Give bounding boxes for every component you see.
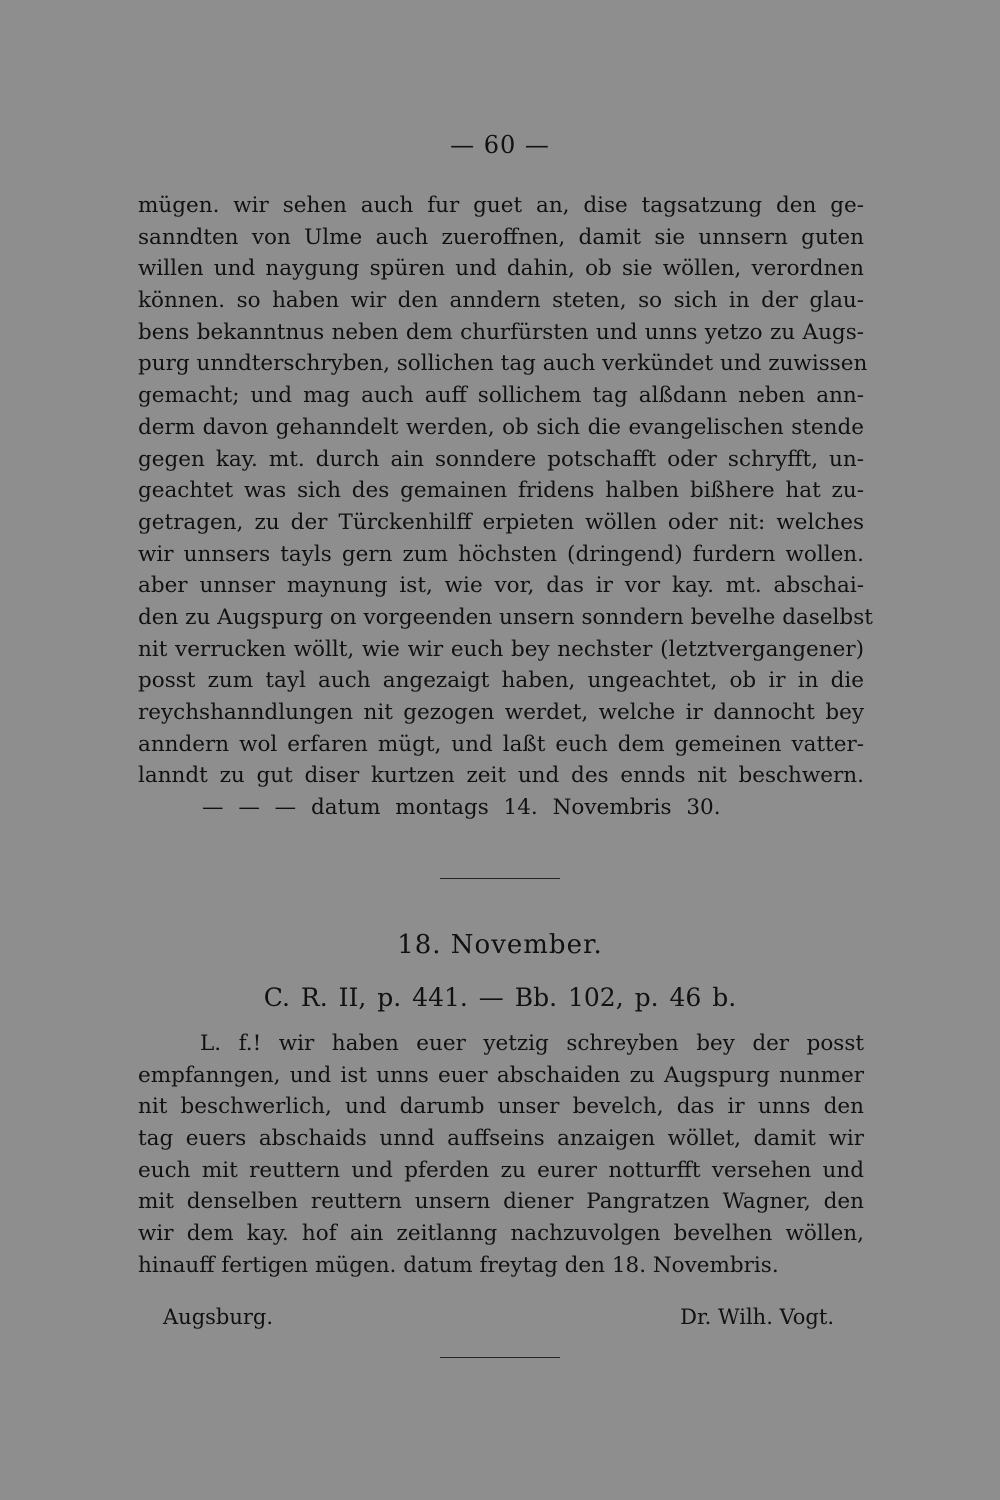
text-line: anndern wol erfaren mügt, und laßt euch dem gemeinen vatter- bbox=[138, 731, 864, 757]
text-line: den zu Augspurg on vorgeenden unsern sonndern bevelhe daselbst bbox=[138, 604, 873, 630]
letter-2-body bbox=[138, 1028, 864, 1282]
text-line: L. f.! wir haben euer yetzig schreyben bey der posst bbox=[200, 1031, 864, 1056]
text-line: aber unnser maynung ist, wie vor, das ir vor kay. mt. abschai- bbox=[138, 573, 864, 599]
text-line: purg unndterschryben, sollichen tag auch verkündet und zuwissen bbox=[138, 351, 868, 377]
text-line: derm davon gehanndelt werden, ob sich die evangelischen stende bbox=[138, 414, 864, 440]
footer-divider bbox=[440, 1357, 560, 1358]
text-line: können. so haben wir den anndern steten, so sich in der glau- bbox=[138, 288, 864, 314]
text-line: wir unnsers tayls gern zum höchsten (dringend) furdern wollen. bbox=[138, 541, 864, 567]
footer-editor: Dr. Wilh. Vogt. bbox=[680, 1305, 834, 1329]
text-line: getragen, zu der Türckenhilff erpieten wöllen oder nit: welches bbox=[138, 509, 864, 535]
letter-2-date-heading: 18. November. bbox=[397, 930, 603, 960]
text-line: wir dem kay. hof ain zeitlanng nachzuvolgen bevelhen wöllen, bbox=[138, 1221, 864, 1247]
text-line: geachtet was sich des gemainen fridens halben bißhere hat zu- bbox=[138, 478, 864, 504]
text-line: nit beschwerlich, und darumb unser bevelch, das ir unns den bbox=[138, 1094, 864, 1120]
text-line: sanndten von Ulme auch zueroffnen, damit sie unnsern guten bbox=[138, 224, 864, 250]
text-line: willen und naygung spüren und dahin, ob sie wöllen, verordnen bbox=[138, 256, 864, 282]
text-line: hinauff fertigen mügen. datum freytag den 18. Novembris. bbox=[138, 1252, 779, 1278]
page-number: — 60 — bbox=[450, 131, 550, 159]
text-line: gemacht; und mag auch auff sollichem tag alßdann neben ann- bbox=[138, 383, 864, 409]
text-line: nit verrucken wöllt, wie wir euch bey nechster (letztvergangener) bbox=[138, 636, 864, 662]
letter-2-source-reference: C. R. II, p. 441. — Bb. 102, p. 46 b. bbox=[263, 983, 737, 1012]
footer-place: Augsburg. bbox=[163, 1305, 274, 1329]
text-line: posst zum tayl auch angezaigt haben, ungeachtet, ob ir in die bbox=[138, 668, 864, 694]
letter-1-body bbox=[138, 190, 873, 824]
text-line: mit denselben reuttern unsern diener Pangratzen Wagner, den bbox=[138, 1189, 864, 1215]
text-line: lanndt zu gut diser kurtzen zeit und des ennds nit beschwern. bbox=[138, 763, 864, 789]
text-line: reychshanndlungen nit gezogen werdet, welche ir dannocht bey bbox=[138, 700, 864, 725]
section-divider bbox=[440, 878, 560, 879]
letter-1-closing: — — — datum montags 14. Novembris 30. bbox=[202, 795, 721, 821]
text-line: bens bekanntnus neben dem churfürsten und unns yetzo zu Augs- bbox=[138, 319, 864, 345]
text-line: euch mit reuttern und pferden zu eurer notturfft versehen und bbox=[138, 1157, 864, 1183]
text-line: tag euers abschaids unnd auffseins anzaigen wöllet, damit wir bbox=[138, 1126, 864, 1152]
text-line: empfanngen, und ist unns euer abschaiden zu Augspurg nunmer bbox=[138, 1062, 864, 1088]
text-line: mügen. wir sehen auch fur guet an, dise tagsatzung den ge- bbox=[138, 193, 864, 218]
text-line: gegen kay. mt. durch ain sonndere potschafft oder schryfft, un- bbox=[138, 446, 864, 472]
